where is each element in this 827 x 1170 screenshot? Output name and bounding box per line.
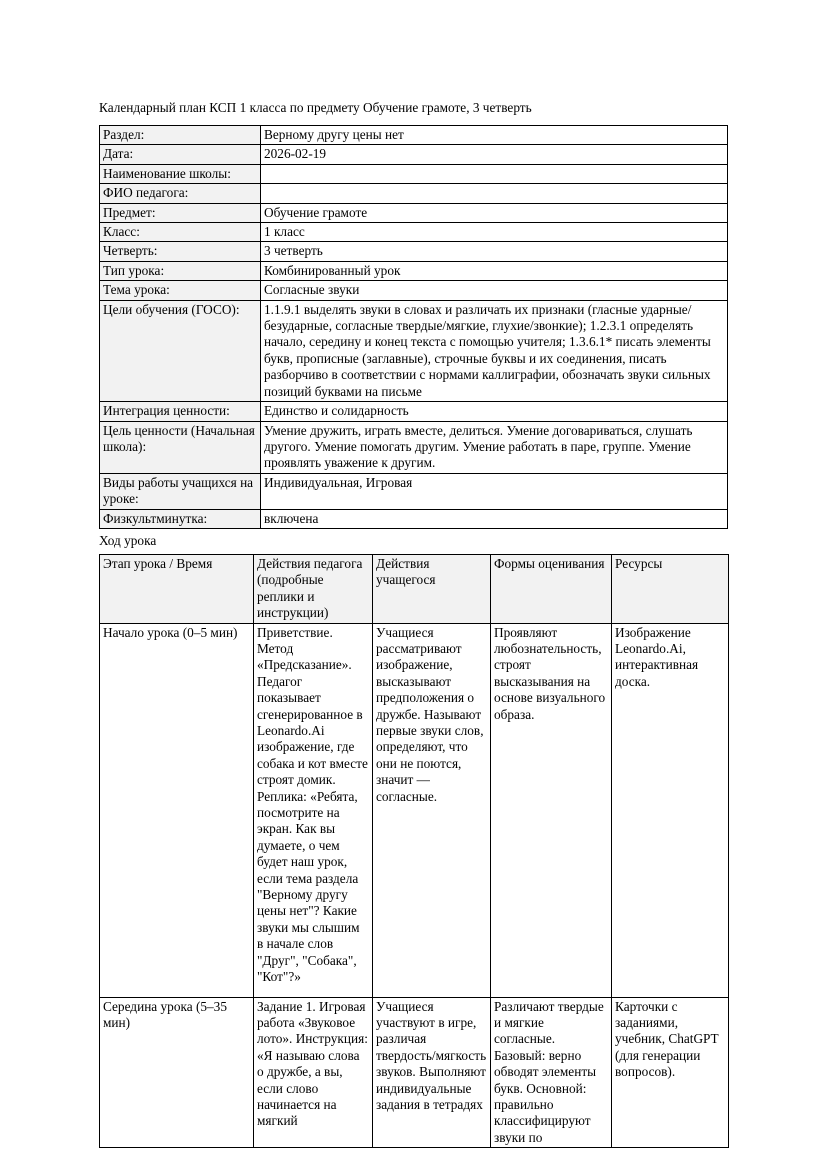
info-value: 2026-02-19: [261, 145, 728, 164]
column-header-assessment: Формы оценивания: [491, 554, 612, 623]
cell-teacher-actions: Задание 1. Игровая работа «Звуковое лото». Инструкция: «Я называю слова о дружбе, а вы, если слово начинается на мягкий: [254, 997, 373, 1148]
info-value: включена: [261, 509, 728, 528]
table-row: [100, 300, 728, 401]
table-row: [100, 126, 728, 145]
info-label: Наименование школы:: [100, 164, 261, 183]
info-value: Умение дружить, играть вместе, делиться. Умение договариваться, слушать другого. Умение помогать другим. Умение работать в паре, группе. Умение проявлять уважение к другим.: [261, 421, 728, 473]
cell-stage: Середина урока (5–35 мин): [100, 997, 254, 1148]
column-header-teacher-actions: Действия педагога (подробные реплики и инструкции): [254, 554, 373, 623]
info-label: Физкультминутка:: [100, 509, 261, 528]
info-label: Виды работы учащихся на уроке:: [100, 473, 261, 509]
lesson-plan-body: [100, 623, 729, 1148]
info-label: ФИО педагога:: [100, 184, 261, 203]
lesson-info-table: [99, 125, 728, 529]
table-row: [100, 402, 728, 421]
info-value: Комбинированный урок: [261, 261, 728, 280]
info-label: Цель ценности (Начальная школа):: [100, 421, 261, 473]
info-label: Предмет:: [100, 203, 261, 222]
lesson-info-body: [100, 126, 728, 529]
cell-stage: Начало урока (0–5 мин): [100, 623, 254, 997]
info-value: [261, 164, 728, 183]
table-row: [100, 281, 728, 300]
cell-student-actions: Учащиеся рассматривают изображение, высказывают предположения о дружбе. Называют первые звуки слов, определяют, что они не поются, значит — согласные.: [373, 623, 491, 997]
cell-assessment: Проявляют любознательность, строят высказывания на основе визуального образа.: [491, 623, 612, 997]
table-row: [100, 473, 728, 509]
info-label: Тип урока:: [100, 261, 261, 280]
lesson-plan-table: [99, 554, 729, 1148]
info-value: Индивидуальная, Игровая: [261, 473, 728, 509]
cell-resources: Изображение Leonardo.Ai, интерактивная доска.: [612, 623, 729, 997]
cell-teacher-actions: Приветствие. Метод «Предсказание». Педагог показывает сгенерированное в Leonardo.Ai изображение, где собака и кот вместе строят домик. Реплика: «Ребята, посмотрите на экран. Как вы думаете, о чем будет наш урок, если тема раздела "Верному другу цены нет"? Какие звуки мы слышим в начале слов "Друг", "Собака", "Кот"?»: [254, 623, 373, 997]
table-row: [100, 223, 728, 242]
column-header-resources: Ресурсы: [612, 554, 729, 623]
info-value: [261, 184, 728, 203]
info-label: Цели обучения (ГОСО):: [100, 300, 261, 401]
info-value: 1 класс: [261, 223, 728, 242]
info-label: Класс:: [100, 223, 261, 242]
table-row: [100, 997, 729, 1148]
table-row: [100, 509, 728, 528]
info-value: 1.1.9.1 выделять звуки в словах и различать их признаки (гласные ударные/безударные, согласные твердые/мягкие, глухие/звонкие); 1.2.3.1 определять начало, середину и конец текста с помощью учителя; 1.3.6.1* писать элементы букв, прописные (заглавные), строчные буквы и их соединения, писать разборчиво в соответствии с нормами каллиграфии, обозначать звуки сильных позиций буквами на письме: [261, 300, 728, 401]
table-row: [100, 145, 728, 164]
table-row: [100, 242, 728, 261]
table-row: [100, 164, 728, 183]
table-row: [100, 421, 728, 473]
table-row: [100, 261, 728, 280]
table-row: [100, 203, 728, 222]
section-caption: Ход урока: [99, 532, 157, 548]
table-header-row: [100, 554, 729, 623]
info-value: Верному другу цены нет: [261, 126, 728, 145]
table-row: [100, 623, 729, 997]
info-label: Раздел:: [100, 126, 261, 145]
cell-resources: Карточки с заданиями, учебник, ChatGPT (для генерации вопросов).: [612, 997, 729, 1148]
cell-assessment: Различают твердые и мягкие согласные. Базовый: верно обводят элементы букв. Основной: правильно классифицируют звуки по: [491, 997, 612, 1148]
info-label: Интеграция ценности:: [100, 402, 261, 421]
column-header-student-actions: Действия учащегося: [373, 554, 491, 623]
page-title: Календарный план КСП 1 класса по предмету Обучение грамоте, 3 четверть: [99, 100, 532, 115]
lesson-plan-header: [100, 554, 729, 623]
info-value: 3 четверть: [261, 242, 728, 261]
column-header-stage: Этап урока / Время: [100, 554, 254, 623]
cell-student-actions: Учащиеся участвуют в игре, различая твердость/мягкость звуков. Выполняют индивидуальные задания в тетрадях: [373, 997, 491, 1148]
page-content: [99, 99, 728, 1148]
info-value: Единство и солидарность: [261, 402, 728, 421]
info-value: Обучение грамоте: [261, 203, 728, 222]
info-label: Тема урока:: [100, 281, 261, 300]
table-row: [100, 184, 728, 203]
info-value: Согласные звуки: [261, 281, 728, 300]
info-label: Четверть:: [100, 242, 261, 261]
info-label: Дата:: [100, 145, 261, 164]
